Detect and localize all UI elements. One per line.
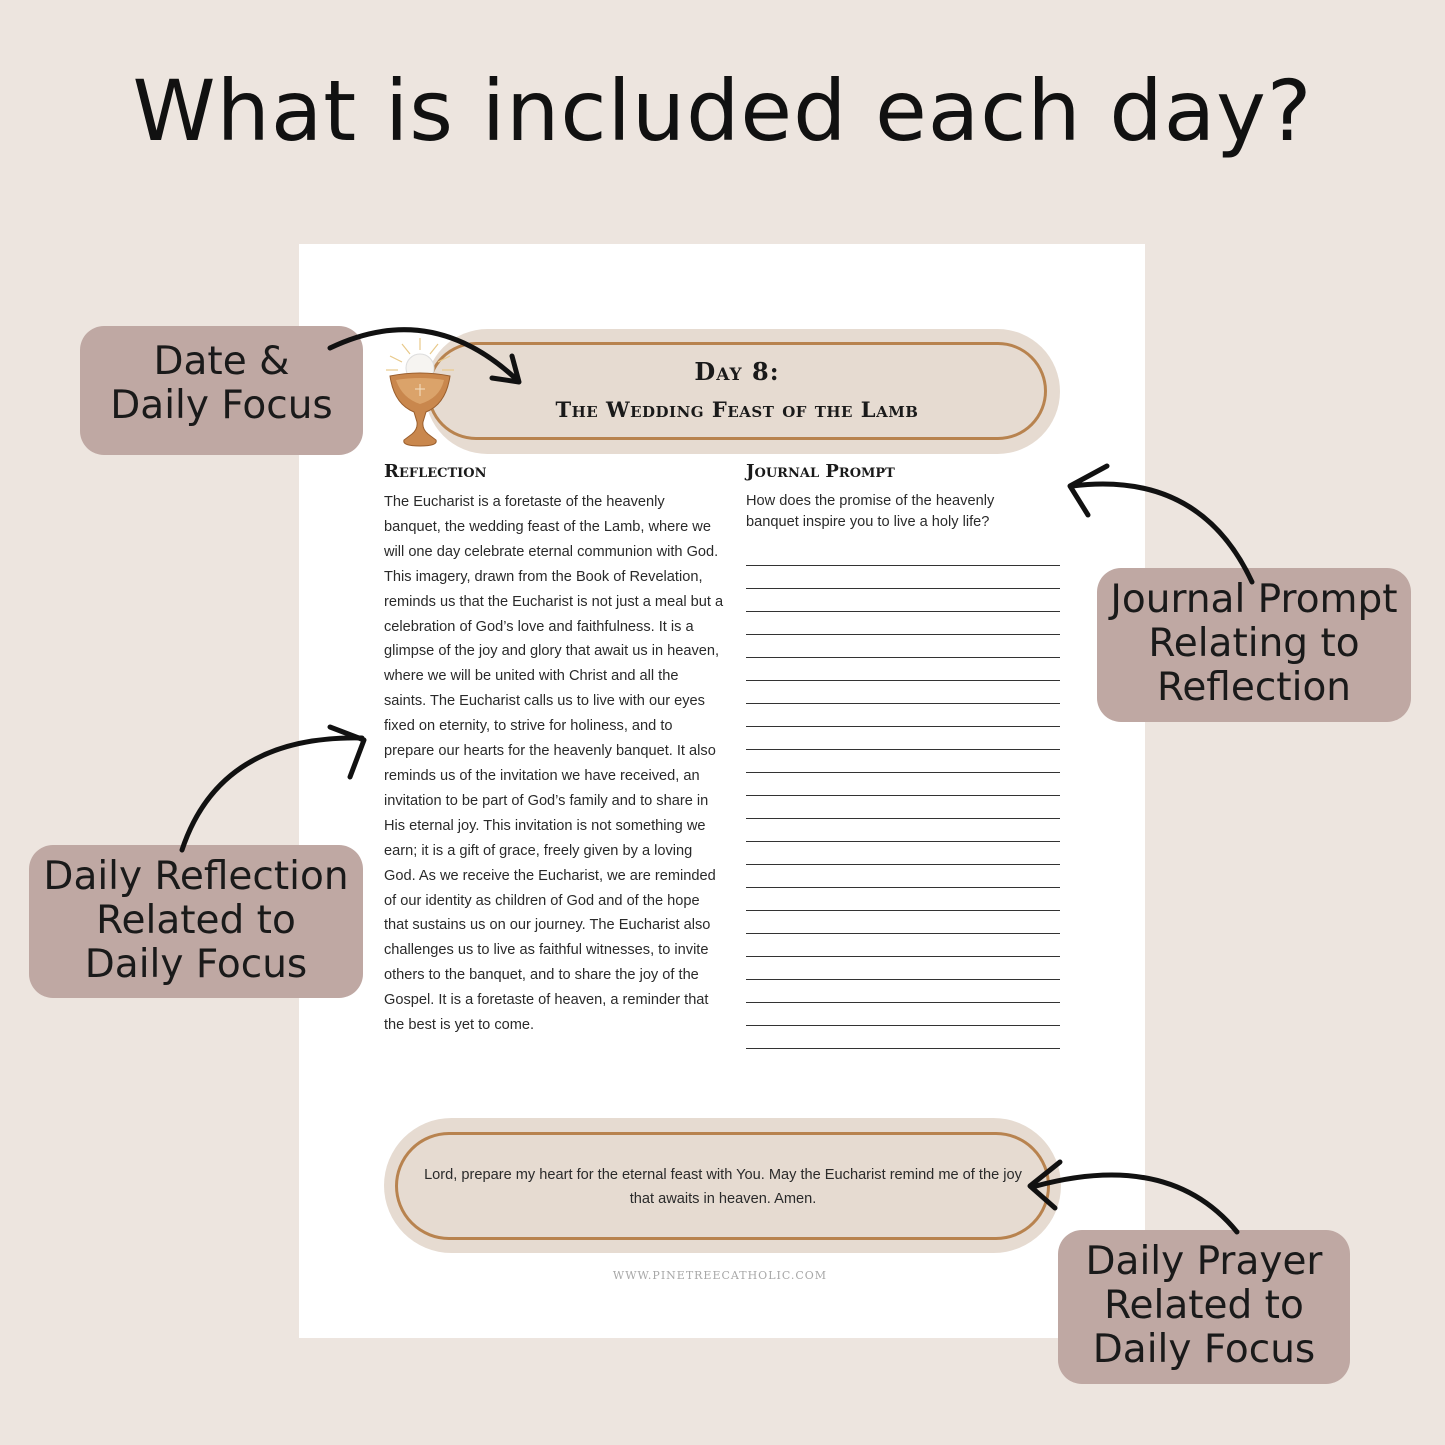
callout-line: Journal Prompt (1110, 577, 1398, 622)
journal-prompt-heading: Journal Prompt (746, 461, 895, 482)
journal-line (746, 1002, 1060, 1003)
journal-line (746, 910, 1060, 911)
header-pill (427, 342, 1047, 440)
callout-line: Relating to (1148, 621, 1360, 666)
journal-line (746, 657, 1060, 658)
journal-line (746, 979, 1060, 980)
journal-prompt-text: How does the promise of the heavenly banquet inspire you to live a holy life? (746, 493, 995, 530)
journal-line (746, 933, 1060, 934)
reflection-heading: Reflection (384, 461, 487, 482)
journal-line (746, 1048, 1060, 1049)
callout-line: Related to (96, 898, 296, 943)
callout-line: Daily Focus (84, 942, 308, 987)
journal-line (746, 749, 1060, 750)
journal-line (746, 565, 1060, 566)
callout-date-focus (80, 326, 363, 455)
journal-line (746, 887, 1060, 888)
callout-line: Daily Focus (110, 383, 333, 428)
reflection-body: The Eucharist is a foretaste of the heavenly banquet, the wedding feast of the Lamb, where we will one day celebrate eternal communion with God. This imagery, drawn from the Book of Revelation, reminds us that the Eucharist is not just a meal but a celebration of God’s love and faithfulness. It is a glimpse of the joy and glory that await us in heaven, where we will be united with Christ and all the saints. The Eucharist calls us to live with our eyes fixed on eternity, to strive for holiness, and to prepare our hearts for the heavenly banquet. It also reminds us of the invitation we have received, an invitation to be part of God’s family and to share in His eternal joy. This invitation is not something we earn; it is a gift of grace, freely given by a loving God. As we receive the Eucharist, we are reminded of our identity as children of God and of the hope that sustains us on our journey. The Eucharist also challenges us to live as faithful witnesses, to invite others to the banquet, and to share the joy of the Gospel. It is a foretaste of heaven, a reminder that the best is yet to come. (384, 494, 724, 1034)
journal-line (746, 634, 1060, 635)
callout-line: Reflection (1156, 665, 1352, 710)
journal-line (746, 588, 1060, 589)
daily-prayer-text: Lord, prepare my heart for the eternal feast with You. May the Eucharist remind me of the joy that awaits in heaven. Amen. (424, 1167, 1022, 1207)
journal-line (746, 841, 1060, 842)
day-label: Day 8: (694, 357, 780, 386)
journal-writing-lines (746, 565, 1060, 1071)
callout-line: Date & (153, 339, 290, 384)
journal-line (746, 772, 1060, 773)
journal-line (746, 956, 1060, 957)
journal-line (746, 611, 1060, 612)
footer-url: WWW.PINETREECATHOLIC.COM (612, 1269, 828, 1282)
journal-line (746, 726, 1060, 727)
journal-line (746, 818, 1060, 819)
journal-line (746, 703, 1060, 704)
journal-line (746, 1025, 1060, 1026)
callout-daily-reflection (29, 845, 363, 998)
journal-line (746, 795, 1060, 796)
callout-line: Related to (1104, 1283, 1304, 1328)
main-title: What is included each day? (132, 62, 1313, 160)
callout-line: Daily Focus (1092, 1327, 1316, 1372)
chalice-icon (380, 334, 460, 454)
callout-line: Daily Reflection (43, 854, 349, 899)
callout-line: Daily Prayer (1085, 1239, 1323, 1284)
journal-line (746, 864, 1060, 865)
journal-line (746, 680, 1060, 681)
callout-journal-prompt (1097, 568, 1411, 722)
prayer-pill (395, 1132, 1050, 1240)
daily-focus-title: The Wedding Feast of the Lamb (555, 397, 919, 422)
callout-daily-prayer (1058, 1230, 1350, 1384)
